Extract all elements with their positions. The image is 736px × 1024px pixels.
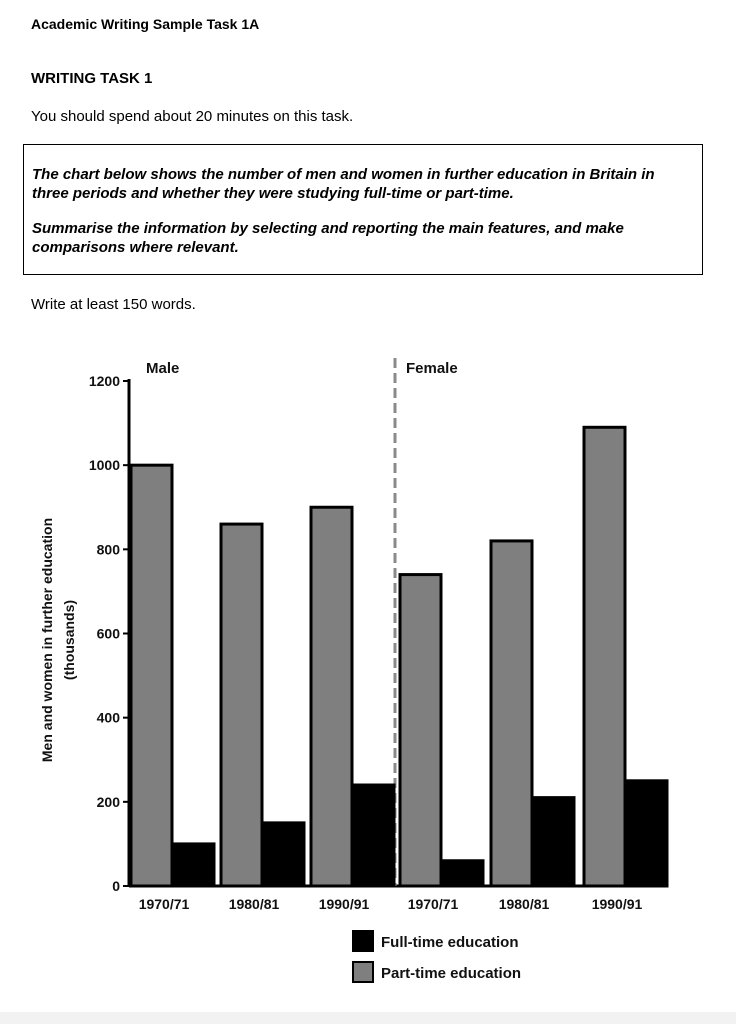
legend-label: Part-time education	[381, 965, 522, 982]
time-instruction: You should spend about 20 minutes on this task.	[31, 108, 354, 125]
bar-part-time	[131, 465, 172, 886]
y-axis-title: Men and women in further education	[39, 517, 55, 763]
task-title: WRITING TASK 1	[31, 70, 153, 87]
task-prompt-description: The chart below shows the number of men and women in further education in Britain in three periods and whether they were studying full-time or part-time.	[32, 166, 655, 202]
word-count-instruction: Write at least 150 words.	[31, 296, 196, 313]
x-tick-label: 1970/71	[138, 896, 190, 912]
y-tick-label: 1200	[88, 373, 120, 389]
bar-part-time	[400, 575, 441, 886]
y-tick-label: 800	[96, 541, 120, 558]
bar-full-time	[626, 781, 667, 886]
document-header: Academic Writing Sample Task 1A	[31, 16, 260, 32]
task-prompt-box	[23, 144, 703, 275]
y-tick-label: 0	[112, 878, 120, 894]
task-prompt-instruction: Summarise the information by selecting and reporting the main features, and make comparisons where relevant.	[32, 220, 624, 256]
legend-swatch	[353, 962, 373, 982]
bar-full-time	[263, 823, 304, 886]
y-tick-label: 1000	[88, 457, 120, 474]
group-label-male: Male	[146, 360, 180, 377]
bar-part-time	[491, 541, 532, 886]
bar-chart	[0, 340, 736, 1000]
bar-part-time	[311, 507, 352, 886]
x-tick-label: 1970/71	[407, 896, 459, 912]
bar-full-time	[533, 798, 574, 886]
y-tick-label: 400	[96, 709, 120, 726]
legend-label: Full-time education	[381, 934, 519, 951]
y-tick-label: 600	[96, 625, 120, 642]
group-label-female: Female	[406, 360, 458, 377]
bar-part-time	[584, 427, 625, 886]
x-tick-label: 1990/91	[591, 896, 643, 912]
bar-full-time	[353, 785, 394, 886]
x-tick-label: 1990/91	[318, 896, 370, 912]
page-bottom-strip	[0, 1012, 736, 1024]
bar-full-time	[173, 844, 214, 886]
bar-full-time	[442, 861, 483, 886]
x-tick-label: 1980/81	[228, 896, 280, 912]
legend-swatch	[353, 931, 373, 951]
x-tick-label: 1980/81	[498, 896, 550, 912]
bar-part-time	[221, 524, 262, 886]
y-axis-title: (thousands)	[61, 599, 77, 681]
y-tick-label: 200	[96, 793, 120, 810]
